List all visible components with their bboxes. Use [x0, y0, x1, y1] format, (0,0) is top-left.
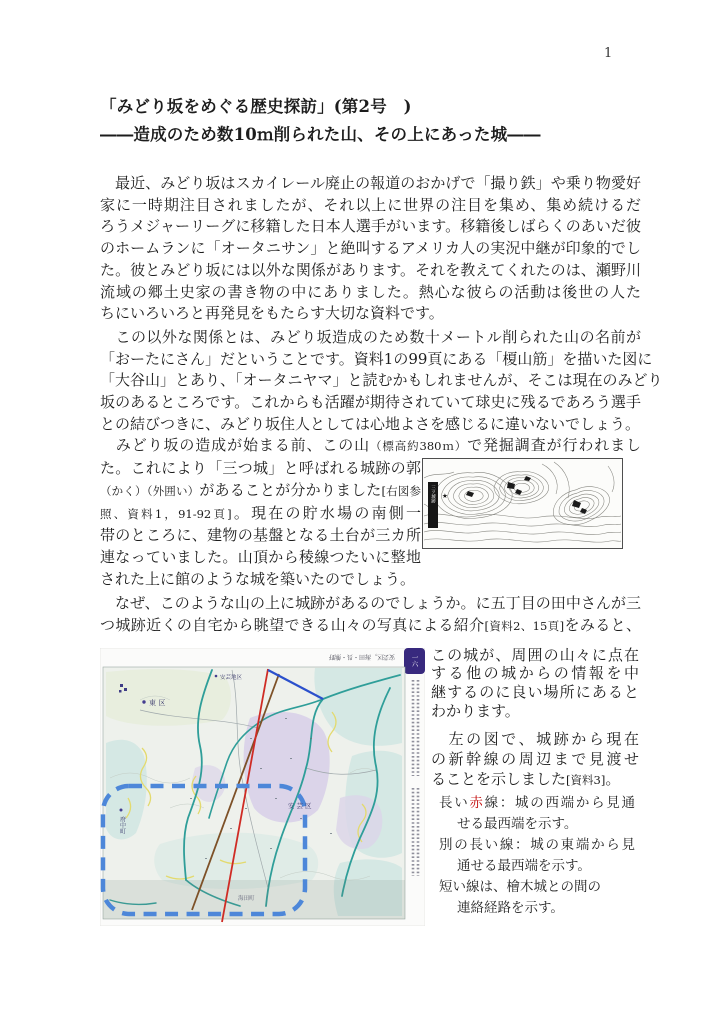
note-other-line-1: 別の長い線：城の東端から見 — [439, 837, 635, 854]
label-fuchu-cho: 府中町 — [118, 815, 126, 834]
excavation-topo-map-figure — [422, 458, 623, 549]
reference-note: [資料3] — [566, 773, 606, 788]
reference-note: [資料2、15頁] — [484, 619, 565, 634]
regional-map-figure — [100, 648, 425, 926]
text-run: ることを示しました — [431, 770, 567, 789]
star-marker-icon: ★ — [442, 492, 448, 500]
furigana-note: （かく）（外囲い） — [100, 483, 200, 498]
text-line — [100, 615, 641, 638]
text-run: 。現在の貯水場の南側一 — [231, 503, 421, 522]
note-red-line-2: せる最西端を示す。 — [457, 816, 578, 833]
text-line: 連なっていました。山頂から稜線つたいに整地 — [100, 547, 421, 566]
topo-map-label: 三ツ城跡 — [430, 485, 436, 503]
text-line — [100, 435, 641, 458]
text-line: 家に一時期注目されましたが、それ以上に世界の注目を集め、集め続けるだ — [100, 195, 641, 214]
text-line — [431, 769, 639, 790]
page-number: 1 — [604, 46, 613, 61]
text-line: 左の図で、城跡から現在 — [431, 730, 639, 749]
text-run: 長い — [439, 795, 470, 812]
text-line: との結びつきに、みどり坂住人としては心地よさを感じるに違いないでしょう。 — [100, 414, 641, 433]
text-line: ろうメジャーリーグに移籍した日本人選手がいます。移籍後しばらくのあいだ彼 — [100, 217, 641, 236]
elevation-note: （標高約380ｍ） — [370, 439, 468, 454]
red-character: 赤 — [469, 795, 485, 812]
text-line: する他の城からの情報を中 — [431, 664, 639, 683]
area-marker-icon — [215, 674, 218, 677]
text-line: 坂のあるところです。これからも活躍が期待されていて球史に残るであろう選手 — [100, 393, 641, 412]
rightcol-paragraph-2 — [431, 729, 653, 790]
text-run: 。 — [605, 770, 621, 789]
text-run: で発掘調査が行われまし — [467, 436, 641, 455]
text-line: のホームランに「オータニサン」と絶叫するアメリカ人の実況中継が印象的でし — [100, 239, 641, 258]
note-short-line-2: 連絡経路を示す。 — [457, 900, 564, 917]
paragraph-1 — [100, 173, 641, 325]
map-and-notes-row — [100, 646, 641, 926]
text-line: 最近、みどり坂はスカイレール廃止の報道のおかげで「撮り鉄」や乗り物愛好 — [100, 174, 641, 192]
text-run: をみると、 — [564, 616, 641, 635]
text-line: の新幹線の周辺まで見渡せ — [431, 750, 639, 769]
paragraph-2 — [100, 327, 663, 436]
text-line — [100, 503, 421, 526]
svg-text:安芸区，海田・呉・熊野: 安芸区，海田・呉・熊野 — [328, 652, 396, 660]
text-line: 流域の郷土史家の書き物の中にありました。熱心な彼らの活動は後世の人た — [100, 282, 641, 301]
text-line: 「大谷山」とあり、「オータニヤマ」と読むかもしれませんが、そこは現在のみどり — [100, 371, 663, 390]
text-line: された上に館のような城を築いたのでしょう。 — [100, 569, 416, 588]
label-kaita-cho: 海田町 — [238, 895, 255, 902]
legend-notes — [431, 793, 653, 919]
district-marker-icon — [142, 700, 145, 703]
label-higashi-ku: 東区 — [149, 698, 168, 707]
label-aki-chiku: 安芸地区 — [220, 674, 243, 681]
rightcol-paragraph-1 — [431, 646, 653, 720]
text-line: 継するのに良い場所にあると — [431, 682, 639, 701]
document-title: 「みどり坂をめぐる歴史探訪」(第2号 ) — [100, 97, 412, 116]
document-subtitle: ――造成のため数10ｍ削られた山、その上にあった城―― — [100, 125, 541, 144]
note-short-line-1: 短い線は、檜木城との間の — [439, 879, 601, 896]
text-run: 線：城の西端から見通 — [484, 795, 636, 812]
right-text-column — [425, 646, 653, 926]
note-red-line-1 — [431, 793, 635, 814]
map-sheet-title-rotated — [329, 653, 395, 661]
text-line: なぜ、このような山の上に城跡があるのでしょうか。に五丁目の田中さんが三 — [100, 594, 641, 613]
town-marker-icon — [120, 808, 123, 811]
label-aki-ku: 安芸区 — [288, 801, 314, 810]
note-other-line-2: 通せる最西端を示す。 — [457, 858, 591, 875]
text-line: わかります。 — [431, 701, 520, 720]
text-run: つ城跡近くの自宅から眺望できる山々の写真による紹介 — [100, 616, 485, 635]
text-line: この城が、周囲の山々に点在 — [431, 645, 639, 664]
text-line: 帯のところに、建物の基盤となる土台が三カ所 — [100, 526, 421, 545]
reference-note: 照、資料1，91-92頁] — [100, 506, 232, 521]
text-line: 「おーたにさん」だということです。資料1の99頁にある「榎山筋」を描いた図に — [100, 349, 653, 368]
text-line: ちにいろいろと再発見をもたらす大切な資料です。 — [100, 304, 444, 323]
reference-note: [右図参 — [381, 483, 421, 498]
text-line: この以外な関係とは、みどり坂造成のため数十メートル削られた山の名前が — [100, 327, 641, 346]
text-line: た。これにより「三つ城」と呼ばれる城跡の郭 — [100, 459, 421, 478]
text-line: た。彼とみどり坂には以外な関係があります。それを教えてくれたのは、瀬野川 — [100, 260, 641, 279]
text-line — [100, 480, 421, 503]
text-run: があることが分かりました — [199, 480, 382, 499]
paragraph-4 — [100, 593, 641, 637]
text-run: みどり坂の造成が始まる前、この山 — [100, 436, 371, 455]
map-corner-tab-label: 一六 — [410, 653, 419, 667]
page-content — [100, 93, 663, 926]
